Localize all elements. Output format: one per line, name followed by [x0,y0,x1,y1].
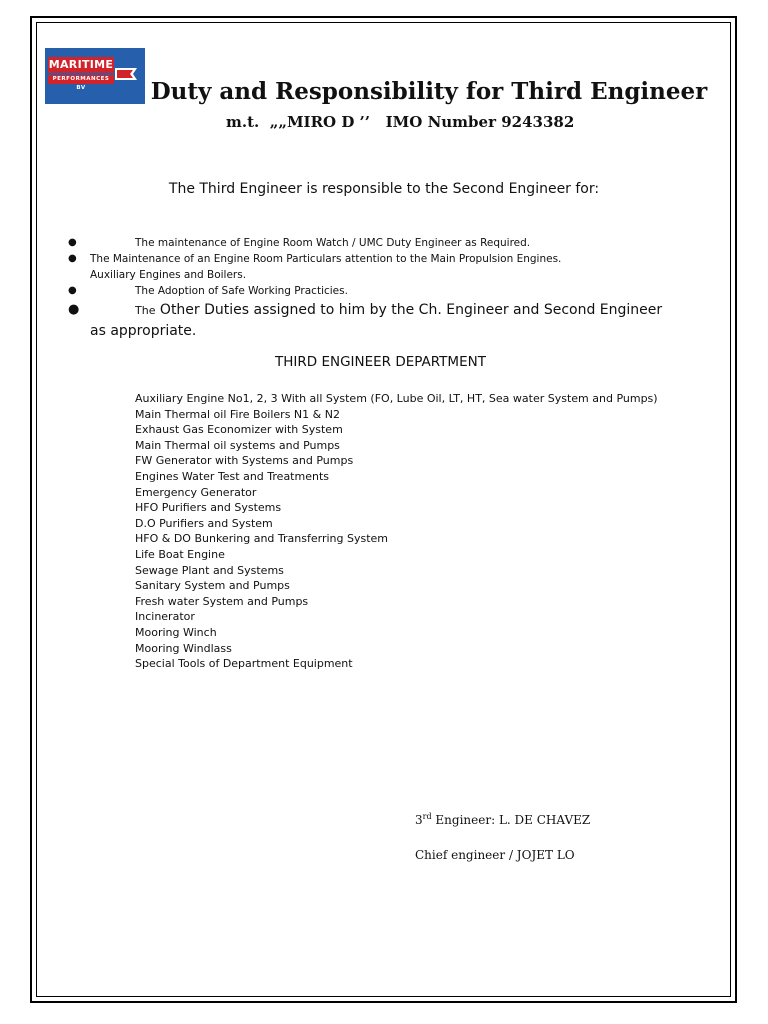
list-item: Engines Water Test and Treatments [135,469,329,483]
list-item: Special Tools of Department Equipment [135,657,353,671]
bullet-icon: ● [68,237,77,248]
list-item: Incinerator [135,610,195,624]
bullet-icon: ● [68,302,80,317]
logo-wordmark: MARITIME [48,58,114,71]
list-item: HFO & DO Bunkering and Transferring System [135,532,388,546]
list-item: ● The maintenance of Engine Room Watch / UMC Duty Engineer as Required. [68,237,531,249]
list-item: Emergency Generator [135,485,257,499]
list-item: Sanitary System and Pumps [135,579,290,593]
department-heading: THIRD ENGINEER DEPARTMENT [275,354,486,370]
bullet-icon: ● [68,285,77,296]
vessel-subtitle: m.t. „„MIRO D ’’ IMO Number 9243382 [226,113,575,131]
list-item: Exhaust Gas Economizer with System [135,423,343,437]
list-item: Life Boat Engine [135,547,225,561]
list-item: Main Thermal oil Fire Boilers N1 & N2 [135,407,340,421]
list-item: ● The Adoption of Safe Working Practicies. [68,285,348,297]
third-engineer-signature: 3rd Engineer: L. DE CHAVEZ [415,812,591,827]
list-item: Mooring Windlass [135,641,232,655]
document-title: Duty and Responsibility for Third Engineer [150,78,708,105]
list-item: Sewage Plant and Systems [135,563,284,577]
list-item: Fresh water System and Pumps [135,594,309,608]
logo-tagline: PERFORMANCES BV [48,75,114,84]
list-item: ● The Maintenance of an Engine Room Particulars attention to the Main Propulsion Engines. Auxiliary Engines and Boilers. [68,253,562,281]
bullet-icon: ● [68,253,77,264]
list-item: Mooring Winch [135,625,217,639]
list-item: Auxiliary Engine No1, 2, 3 With all System (FO, Lube Oil, LT, HT, Sea water System and Pumps) [135,392,658,405]
responsibility-list [60,235,720,341]
list-item: D.O Purifiers and System [135,516,273,530]
intro-line: The Third Engineer is responsible to the Second Engineer for: [168,181,600,197]
chief-engineer-signature: Chief engineer / JOJET LO [415,848,575,862]
department-list [135,391,658,672]
list-item: ● The Other Duties assigned to him by the Ch. Engineer and Second Engineer as appropriate. [68,302,663,339]
list-item: Main Thermal oil systems and Pumps [135,438,340,452]
list-item: FW Generator with Systems and Pumps [135,454,354,468]
list-item: HFO Purifiers and Systems [135,501,282,515]
